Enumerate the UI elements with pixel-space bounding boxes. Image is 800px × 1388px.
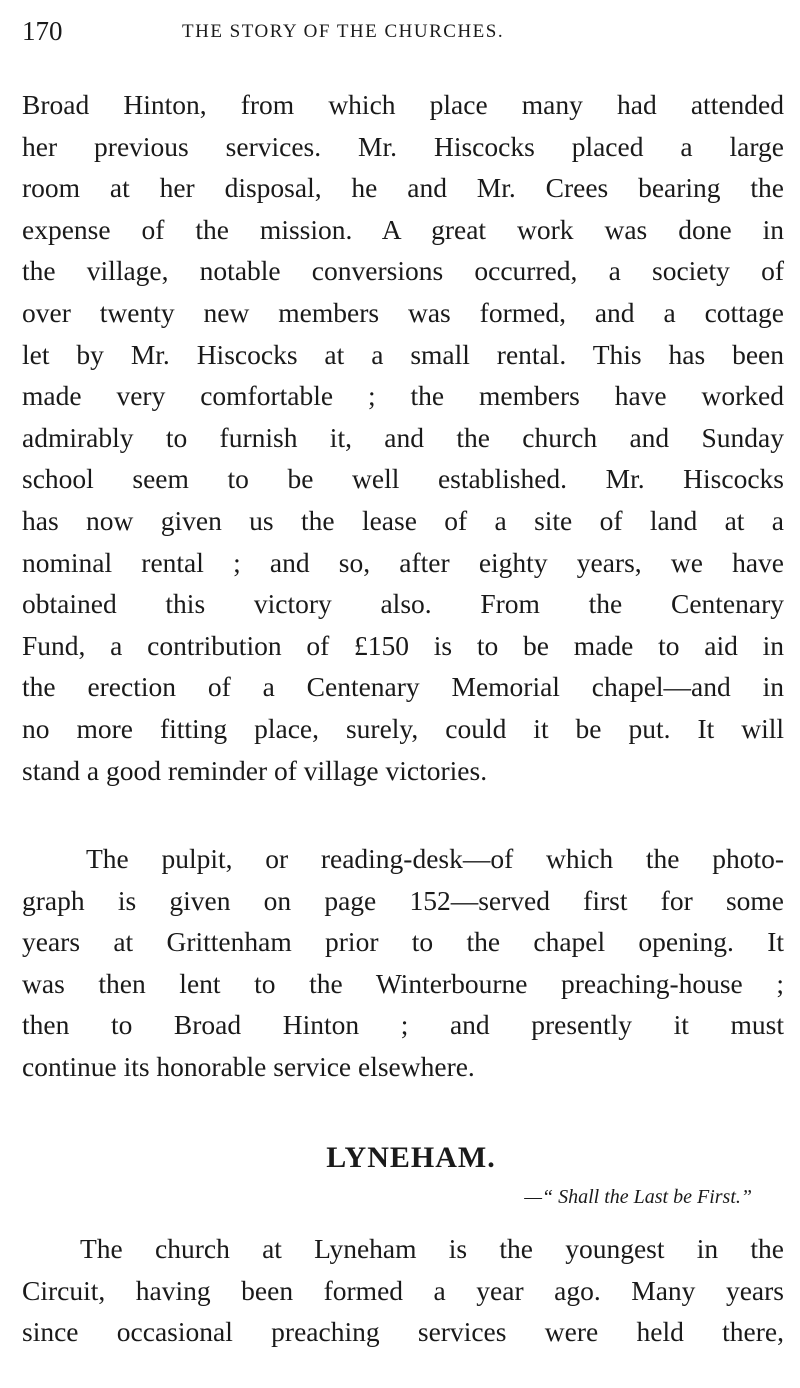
- text-line: expense of the mission. A great work was done in: [22, 213, 784, 245]
- paragraph-pulpit: [22, 838, 784, 1088]
- text-line: then to Broad Hinton ; and presently it must: [22, 1009, 784, 1041]
- running-title: THE STORY OF THE CHURCHES.: [182, 21, 505, 42]
- paragraph-lyneham: [22, 1228, 784, 1353]
- text-line: Broad Hinton, from which place many had attended: [22, 89, 784, 120]
- text-line: graph is given on page 152—served first for some: [22, 884, 784, 916]
- text-line: obtained this victory also. From the Centenary: [22, 588, 784, 620]
- text-line: The pulpit, or reading-desk—of which the photo-: [86, 843, 784, 874]
- text-line: the erection of a Centenary Memorial chapel—and in: [22, 671, 784, 703]
- text-line: no more fitting place, surely, could it be put. It will: [22, 712, 784, 744]
- text-line: The church at Lyneham is the youngest in the: [80, 1233, 784, 1264]
- text-line: Circuit, having been formed a year ago. Many years: [22, 1274, 784, 1306]
- text-line: admirably to furnish it, and the church and Sunday: [22, 421, 784, 453]
- text-line: continue its honorable service elsewhere.: [22, 1050, 475, 1082]
- text-line: the village, notable conversions occurred, a society of: [22, 255, 784, 287]
- text-line: room at her disposal, he and Mr. Crees bearing the: [22, 172, 784, 204]
- section-epigraph: —“ Shall the Last be First.”: [524, 1186, 752, 1208]
- text-line: Fund, a contribution of £150 is to be made to aid in: [22, 629, 784, 661]
- page-number: 170: [22, 16, 63, 46]
- text-line: was then lent to the Winterbourne preaching-house ;: [22, 967, 784, 999]
- text-line: has now given us the lease of a site of land at a: [22, 504, 784, 536]
- text-line: her previous services. Mr. Hiscocks placed a large: [22, 130, 784, 162]
- paragraph-broad-hinton: [22, 84, 784, 791]
- text-line: over twenty new members was formed, and a cottage: [22, 296, 784, 328]
- text-line: let by Mr. Hiscocks at a small rental. This has been: [22, 338, 784, 370]
- running-head: [22, 14, 782, 48]
- text-line: since occasional preaching services were held there,: [22, 1316, 784, 1348]
- text-line: made very comfortable ; the members have worked: [22, 380, 784, 412]
- section-heading: LYNEHAM.: [326, 1141, 496, 1174]
- text-line: school seem to be well established. Mr. Hiscocks: [22, 463, 784, 495]
- text-line: stand a good reminder of village victories.: [22, 754, 488, 786]
- text-line: years at Grittenham prior to the chapel opening. It: [22, 926, 784, 958]
- text-line: nominal rental ; and so, after eighty years, we have: [22, 546, 784, 578]
